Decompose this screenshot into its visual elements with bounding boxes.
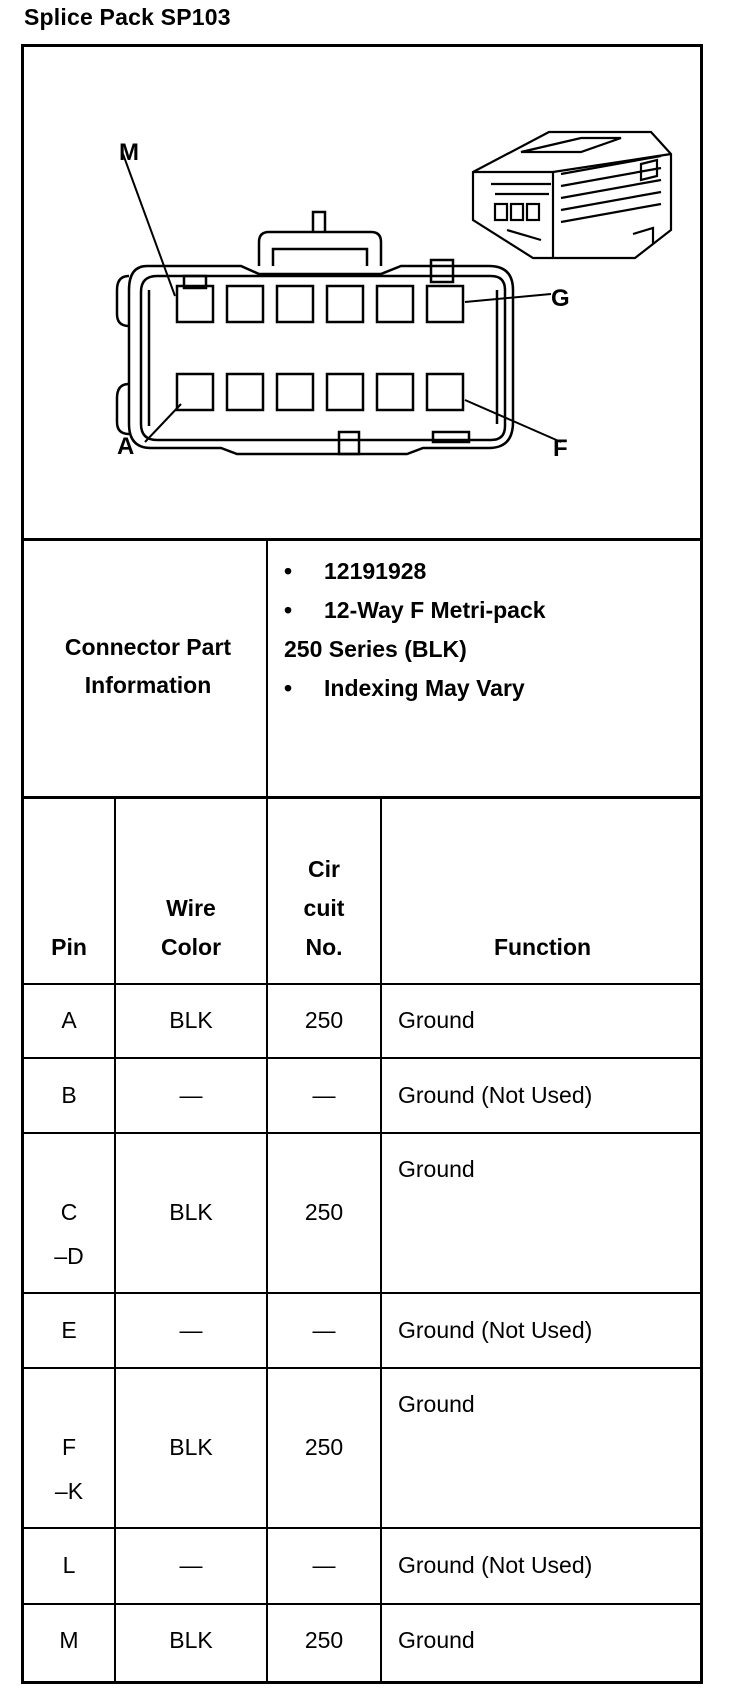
cell-function: Ground bbox=[398, 1391, 475, 1417]
label-f: F bbox=[553, 435, 568, 462]
cell-function: Ground (Not Used) bbox=[398, 1317, 593, 1343]
cell-wire-color: — bbox=[179, 1082, 203, 1108]
header-cuit-text: cuit bbox=[303, 895, 345, 921]
connector-type-line1: 12-Way F Metri-pack bbox=[324, 597, 546, 623]
cell-pin-line2: –D bbox=[54, 1243, 84, 1269]
cell-circuit: — bbox=[312, 1317, 336, 1343]
divider bbox=[21, 1132, 703, 1134]
connector-sketch-icon bbox=[473, 132, 671, 258]
cell-circuit: 250 bbox=[304, 1434, 344, 1460]
label-g: G bbox=[551, 285, 570, 312]
cell-function: Ground (Not Used) bbox=[398, 1552, 593, 1578]
part-number: 12191928 bbox=[324, 558, 427, 584]
divider bbox=[21, 538, 703, 541]
header-color-text: Color bbox=[160, 934, 222, 960]
cell-wire-color: BLK bbox=[169, 1007, 213, 1033]
bullet: • bbox=[284, 675, 293, 701]
divider bbox=[21, 796, 703, 799]
cell-circuit: — bbox=[312, 1552, 336, 1578]
indexing-note-item bbox=[284, 669, 694, 708]
label-m: M bbox=[119, 139, 139, 166]
divider bbox=[21, 1367, 703, 1369]
cell-wire-color: — bbox=[179, 1317, 203, 1343]
connector-info-label bbox=[24, 628, 272, 704]
divider bbox=[21, 1057, 703, 1059]
bullet: • bbox=[284, 558, 293, 584]
cell-circuit: — bbox=[312, 1082, 336, 1108]
cell-pin-line2: –K bbox=[54, 1478, 84, 1504]
header-pin bbox=[24, 928, 114, 967]
label-a: A bbox=[117, 433, 135, 460]
cell-pin-line1: C bbox=[60, 1199, 78, 1225]
indexing-note: Indexing May Vary bbox=[324, 675, 525, 701]
cell-pin: M bbox=[59, 1627, 79, 1653]
connector-info-list bbox=[284, 552, 694, 708]
connector-info-label-line1: Connector Part bbox=[64, 634, 232, 660]
cell-circuit: 250 bbox=[304, 1007, 344, 1033]
cell-pin bbox=[24, 1428, 114, 1510]
cell-circuit: 250 bbox=[304, 1627, 344, 1653]
cell-wire-color: BLK bbox=[169, 1199, 213, 1225]
divider bbox=[21, 1292, 703, 1294]
cell-pin: L bbox=[62, 1552, 76, 1578]
cell-wire-color: BLK bbox=[169, 1627, 213, 1653]
cell-pin: A bbox=[61, 1007, 77, 1033]
cell-function: Ground bbox=[398, 1007, 475, 1033]
cell-function: Ground bbox=[398, 1156, 475, 1182]
cell-function: Ground bbox=[398, 1627, 475, 1653]
cell-circuit: 250 bbox=[304, 1199, 344, 1225]
divider bbox=[21, 1527, 703, 1529]
cell-wire-color: BLK bbox=[169, 1434, 213, 1460]
divider bbox=[21, 983, 703, 985]
connector-type-line2: 250 Series (BLK) bbox=[284, 636, 467, 662]
header-function-text: Function bbox=[493, 934, 592, 960]
header-wire-text: Wire bbox=[166, 895, 216, 921]
bullet: • bbox=[284, 597, 293, 623]
cell-wire-color: — bbox=[179, 1552, 203, 1578]
header-pin-text: Pin bbox=[51, 934, 87, 960]
cell-pin bbox=[24, 1193, 114, 1275]
cell-pin-line1: F bbox=[61, 1434, 77, 1460]
header-cir-text: Cir bbox=[308, 856, 340, 882]
header-no-text: No. bbox=[305, 934, 343, 960]
header-function bbox=[382, 928, 703, 967]
cell-pin: B bbox=[61, 1082, 77, 1108]
cell-pin: E bbox=[61, 1317, 77, 1343]
connector-diagram bbox=[21, 44, 703, 540]
cell-function: Ground (Not Used) bbox=[398, 1082, 593, 1108]
connector-info-label-line2: Information bbox=[84, 672, 212, 698]
part-number-item bbox=[284, 552, 694, 591]
header-circuit-no bbox=[268, 850, 380, 967]
divider bbox=[21, 1603, 703, 1605]
page-title: Splice Pack SP103 bbox=[24, 4, 231, 30]
header-wire-color bbox=[116, 889, 266, 967]
connector-type-item bbox=[284, 591, 694, 630]
